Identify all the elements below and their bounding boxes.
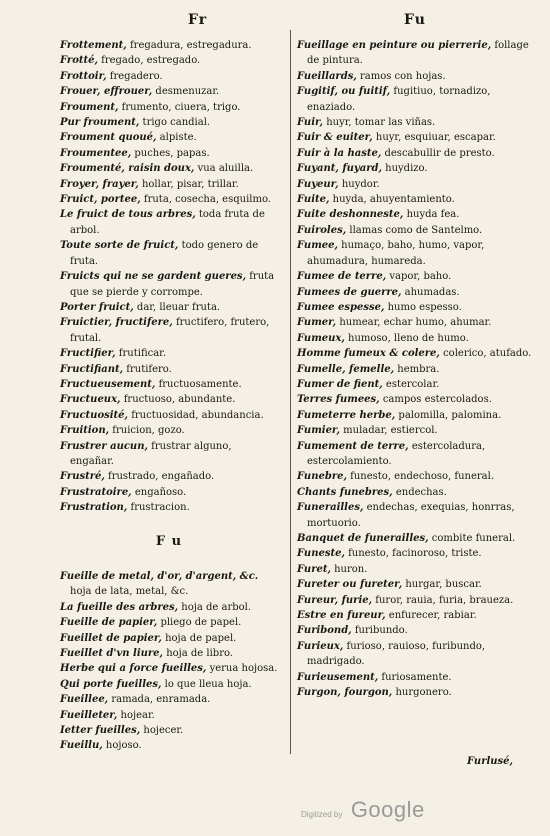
dictionary-entry (297, 300, 537, 315)
entry-definition: estercoladura, estercolamiento. (307, 440, 486, 467)
entry-headword: Fruicts qui ne se gardent gueres, (60, 271, 247, 283)
entry-headword: Furet, (297, 563, 331, 575)
entry-headword: La fueille des arbres, (60, 601, 179, 613)
entry-headword: Fueillage en peinture ou pierrerie, (297, 40, 492, 51)
dictionary-entry (60, 677, 278, 692)
entry-definition: hembra. (394, 363, 440, 375)
entry-headword: Fuite, (297, 194, 330, 206)
dictionary-entry (60, 84, 278, 99)
entry-headword: Furgon, fourgon, (297, 687, 393, 699)
entry-headword: Qui porte fueilles, (60, 678, 162, 690)
dictionary-entry (60, 146, 278, 161)
entry-headword: Fueillee, (60, 694, 109, 706)
dictionary-entry (297, 623, 537, 638)
entry-definition: funesto, endechoso, funeral. (346, 471, 495, 483)
entry-headword: Furibond, (297, 625, 352, 637)
dictionary-entry (60, 485, 278, 500)
dictionary-entry (60, 69, 278, 84)
entry-definition: toda fruta de arbol. (70, 209, 265, 236)
entry-headword: Frotté, (60, 55, 98, 67)
entry-headword: Fructifier, (60, 348, 116, 360)
entry-definition: humaço, baho, humo, vapor, ahumadura, humareda. (307, 240, 485, 267)
entry-headword: Funerailles, (297, 502, 364, 514)
dictionary-entry (297, 161, 537, 176)
running-header-right: Fu (404, 12, 426, 28)
dictionary-entry (60, 500, 278, 515)
dictionary-entry (297, 115, 537, 130)
right-entries (297, 38, 537, 700)
entry-definition: hojoso. (102, 740, 142, 752)
entry-definition: funesto, facinoroso, triste. (344, 548, 482, 560)
entry-definition: muladar, estiercol. (339, 425, 438, 437)
entry-headword: Fueille de metal, d'or, d'argent, &c. (60, 571, 259, 582)
left-entries (60, 38, 278, 516)
dictionary-entry (297, 207, 537, 222)
dictionary-entry (297, 639, 537, 670)
entry-definition: puches, papas. (131, 147, 210, 159)
entry-headword: Fructuosité, (60, 409, 129, 421)
entry-headword: Frustratoire, (60, 486, 132, 498)
running-header-left: Fr (188, 12, 208, 28)
entry-headword: Fureter ou fureter, (297, 579, 403, 591)
entry-definition: huyr, tomar las viñas. (323, 117, 436, 129)
entry-definition: furibundo. (351, 625, 408, 637)
entry-headword: Chants funebres, (297, 486, 393, 498)
entry-definition: fregadura, estregadura. (126, 40, 252, 51)
entry-headword: Frustration, (60, 502, 128, 514)
entry-definition: descabullir de presto. (381, 147, 495, 159)
dictionary-entry (297, 192, 537, 207)
entry-headword: Frottement, (60, 40, 127, 51)
entry-headword: Froument quoué, (60, 132, 157, 144)
dictionary-entry (297, 346, 537, 361)
entry-headword: Fumier, (297, 425, 340, 437)
entry-definition: fruta, cosecha, esquilmo. (140, 194, 271, 206)
entry-definition: huyda, ahuyentamiento. (329, 194, 455, 206)
dictionary-entry (60, 53, 278, 68)
section-title: F u (155, 533, 183, 549)
dictionary-entry (297, 408, 537, 423)
entry-definition: hoja de libro. (163, 648, 233, 660)
entry-headword: Furieusement, (297, 671, 379, 683)
entry-definition: huyda fea. (403, 209, 460, 221)
dictionary-entry (297, 315, 537, 330)
dictionary-entry (297, 485, 537, 500)
entry-definition: pliego de papel. (157, 617, 242, 629)
dictionary-entry (297, 177, 537, 192)
dictionary-entry (60, 408, 278, 423)
entry-headword: Fuir à la haste, (297, 147, 382, 159)
entry-headword: Fureur, furie, (297, 594, 373, 606)
entry-definition: fructuoso, abundante. (120, 394, 236, 406)
entry-headword: Froumenté, raisin doux, (60, 163, 195, 175)
left-entries-fu (60, 569, 278, 754)
entry-definition: hoja de lata, metal, &c. (70, 586, 189, 598)
entry-definition: todo genero de fruta. (70, 240, 259, 267)
entry-headword: Fueillet de papier, (60, 632, 162, 644)
entry-headword: Fructueux, (60, 394, 121, 406)
entry-definition: huyr, esquiuar, escapar. (372, 132, 496, 144)
entry-headword: Fumer de fient, (297, 378, 383, 390)
entry-headword: Furieux, (297, 640, 344, 652)
dictionary-entry (60, 708, 278, 723)
dictionary-entry (297, 531, 537, 546)
entry-headword: Fueillu, (60, 740, 103, 752)
entry-definition: combite funeral. (428, 533, 516, 544)
entry-definition: hurgonero. (392, 687, 452, 699)
entry-definition: enfurecer, rabiar. (385, 610, 477, 622)
dictionary-entry (297, 146, 537, 161)
entry-definition: furor, rauia, furia, braueza. (372, 594, 514, 606)
dictionary-entry (60, 692, 278, 707)
dictionary-entry (297, 562, 537, 577)
dictionary-entry (60, 631, 278, 646)
entry-definition: endechas. (392, 486, 447, 498)
entry-headword: Fumeux, (297, 332, 345, 344)
entry-headword: Fumee de terre, (297, 271, 387, 283)
dictionary-entry (60, 192, 278, 207)
entry-headword: Fruictier, fructifere, (60, 317, 173, 329)
entry-headword: Fueillet d'vn liure, (60, 648, 164, 660)
dictionary-entry (297, 84, 537, 115)
entry-definition: frustrar alguno, engañar. (70, 440, 232, 467)
entry-definition: fructuosidad, abundancia. (128, 409, 264, 421)
dictionary-entry (60, 646, 278, 661)
entry-definition: follage de pintura. (307, 40, 529, 67)
dictionary-entry (297, 423, 537, 438)
digitized-by-google-watermark (301, 797, 425, 823)
catchword: Furlusé, (467, 756, 514, 767)
dictionary-entry (60, 439, 278, 470)
dictionary-entry (60, 346, 278, 361)
entry-headword: Fructueusement, (60, 378, 156, 390)
dictionary-entry (297, 593, 537, 608)
entry-definition: hoja de arbol. (178, 601, 252, 613)
dictionary-entry (60, 569, 278, 600)
entry-headword: Funeste, (297, 548, 345, 560)
dictionary-entry (60, 423, 278, 438)
entry-headword: Fumelle, femelle, (297, 363, 395, 375)
dictionary-entry (60, 207, 278, 238)
right-column (297, 38, 537, 700)
dictionary-entry (60, 600, 278, 615)
entry-definition: fregadero. (106, 70, 163, 82)
entry-headword: Herbe qui a force fueilles, (60, 663, 207, 675)
entry-definition: ahumadas. (401, 286, 460, 298)
entry-definition: llamas como de Santelmo. (346, 224, 483, 236)
dictionary-entry (60, 161, 278, 176)
dictionary-entry (60, 615, 278, 630)
entry-headword: Fumement de terre, (297, 440, 409, 452)
entry-headword: Frustrer aucun, (60, 440, 148, 452)
entry-headword: Fumees de guerre, (297, 286, 402, 298)
entry-definition: furiosamente. (378, 671, 452, 683)
entry-definition: frutifero. (123, 363, 172, 375)
entry-headword: Fuite deshonneste, (297, 209, 404, 221)
entry-headword: Froumentee, (60, 147, 132, 159)
entry-definition: fugitiuo, tornadizo, enaziado. (307, 86, 491, 113)
entry-headword: Fueilleter, (60, 709, 118, 721)
dictionary-entry (297, 546, 537, 561)
entry-headword: Fumee, (297, 240, 338, 252)
entry-headword: Froyer, frayer, (60, 178, 139, 190)
dictionary-entry (60, 377, 278, 392)
dictionary-entry (297, 362, 537, 377)
entry-definition: endechas, exequias, honrras, mortuorio. (307, 502, 515, 529)
entry-definition: frustracion. (127, 502, 190, 514)
dictionary-entry (60, 315, 278, 346)
dictionary-entry (60, 469, 278, 484)
digitized-prefix: Digitized by (301, 810, 343, 819)
entry-definition: palomilla, palomina. (395, 409, 502, 421)
entry-definition: vapor, baho. (386, 271, 452, 283)
entry-headword: Fuir & euiter, (297, 132, 373, 144)
entry-headword: Froument, (60, 101, 119, 113)
entry-definition: huydizo. (381, 163, 428, 175)
entry-definition: ramos con hojas. (356, 70, 446, 82)
entry-headword: Fugitif, ou fuitif, (297, 86, 391, 98)
entry-headword: Fuir, (297, 117, 324, 129)
entry-headword: Funebre, (297, 471, 347, 483)
entry-headword: Ietter fueilles, (60, 725, 141, 737)
entry-definition: humoso, lleno de humo. (344, 332, 469, 344)
entry-headword: Terres fumees, (297, 394, 380, 406)
entry-headword: Frustré, (60, 471, 105, 483)
dictionary-entry (297, 392, 537, 407)
entry-headword: Toute sorte de fruict, (60, 240, 179, 252)
dictionary-entry (60, 362, 278, 377)
entry-headword: Fuyant, fuyard, (297, 163, 382, 175)
dictionary-entry (297, 577, 537, 592)
entry-definition: huydor. (338, 178, 380, 190)
entry-definition: trigo candial. (139, 117, 211, 129)
entry-definition: huron. (330, 563, 368, 575)
entry-definition: campos estercolados. (379, 394, 492, 406)
dictionary-entry (297, 685, 537, 700)
entry-definition: fregado, estregado. (97, 55, 201, 67)
entry-headword: Frottoir, (60, 70, 107, 82)
dictionary-entry (297, 670, 537, 685)
dictionary-entry (60, 130, 278, 145)
dictionary-entry (60, 300, 278, 315)
entry-definition: ramada, enramada. (108, 694, 211, 706)
dictionary-entry (297, 38, 537, 69)
entry-headword: Fruition, (60, 425, 110, 437)
dictionary-entry (60, 392, 278, 407)
dictionary-entry (60, 177, 278, 192)
entry-headword: Porter fruict, (60, 301, 134, 313)
entry-headword: Fumeterre herbe, (297, 409, 396, 421)
entry-definition: lo que lleua hoja. (161, 678, 252, 690)
entry-headword: Fueillards, (297, 70, 357, 82)
dictionary-entry (297, 238, 537, 269)
entry-definition: furioso, rauioso, furibundo, madrigado. (307, 640, 486, 668)
entry-definition: dar, lleuar fruta. (133, 301, 221, 313)
entry-definition: desmenuzar. (152, 86, 220, 98)
entry-headword: Fuiroles, (297, 224, 347, 236)
entry-definition: fruta que se pierde y corrompe. (70, 271, 275, 298)
entry-definition: fructifero, frutero, frutal. (70, 317, 270, 344)
dictionary-entry (297, 130, 537, 145)
entry-headword: Fructifiant, (60, 363, 124, 375)
entry-definition: hurgar, buscar. (402, 579, 482, 591)
entry-definition: frumento, ciuera, trigo. (118, 101, 241, 113)
entry-headword: Fuyeur, (297, 178, 339, 190)
left-column (60, 38, 278, 754)
entry-definition: yerua hojosa. (206, 663, 278, 675)
dictionary-entry (297, 377, 537, 392)
dictionary-entry (297, 269, 537, 284)
entry-definition: fructuosamente. (155, 378, 242, 390)
dictionary-entry (60, 738, 278, 753)
dictionary-entry (60, 115, 278, 130)
entry-headword: Homme fumeux & colere, (297, 348, 440, 360)
entry-definition: frutificar. (115, 348, 167, 360)
entry-definition: estercolar. (382, 378, 440, 390)
dictionary-entry (297, 608, 537, 623)
entry-headword: Frouer, effrouer, (60, 86, 153, 98)
dictionary-entry (297, 469, 537, 484)
entry-definition: hoja de papel. (161, 632, 237, 644)
google-logo: Google (350, 797, 425, 822)
dictionary-entry (297, 285, 537, 300)
entry-headword: Le fruict de tous arbres, (60, 209, 196, 221)
entry-definition: humear, echar humo, ahumar. (336, 317, 492, 329)
dictionary-entry (297, 500, 537, 531)
dictionary-entry (60, 100, 278, 115)
dictionary-entry (60, 238, 278, 269)
entry-definition: fruicion, gozo. (109, 425, 185, 437)
entry-headword: Banquet de funerailles, (297, 533, 429, 544)
entry-definition: hojear. (117, 709, 155, 721)
entry-definition: hollar, pisar, trillar. (138, 178, 239, 190)
dictionary-entry (297, 223, 537, 238)
dictionary-entry (60, 661, 278, 676)
dictionary-entry (297, 69, 537, 84)
dictionary-entry (60, 38, 278, 53)
entry-definition: humo espesso. (384, 301, 462, 313)
entry-definition: hojecer. (140, 725, 184, 737)
dictionary-entry (297, 439, 537, 470)
entry-headword: Fruict, portee, (60, 194, 141, 206)
entry-headword: Fumer, (297, 317, 337, 329)
entry-headword: Fueille de papier, (60, 617, 158, 629)
entry-definition: engañoso. (131, 486, 187, 498)
entry-headword: Estre en fureur, (297, 610, 386, 622)
entry-definition: vua aluilla. (194, 163, 254, 175)
entry-definition: alpiste. (156, 132, 197, 144)
entry-headword: Fumee espesse, (297, 301, 385, 313)
column-rule (290, 30, 291, 754)
entry-definition: colerico, atufado. (439, 348, 532, 360)
entry-headword: Pur froument, (60, 117, 140, 129)
dictionary-entry (60, 723, 278, 738)
dictionary-entry (297, 331, 537, 346)
entry-definition: frustrado, engañado. (104, 471, 215, 483)
dictionary-entry (60, 269, 278, 300)
